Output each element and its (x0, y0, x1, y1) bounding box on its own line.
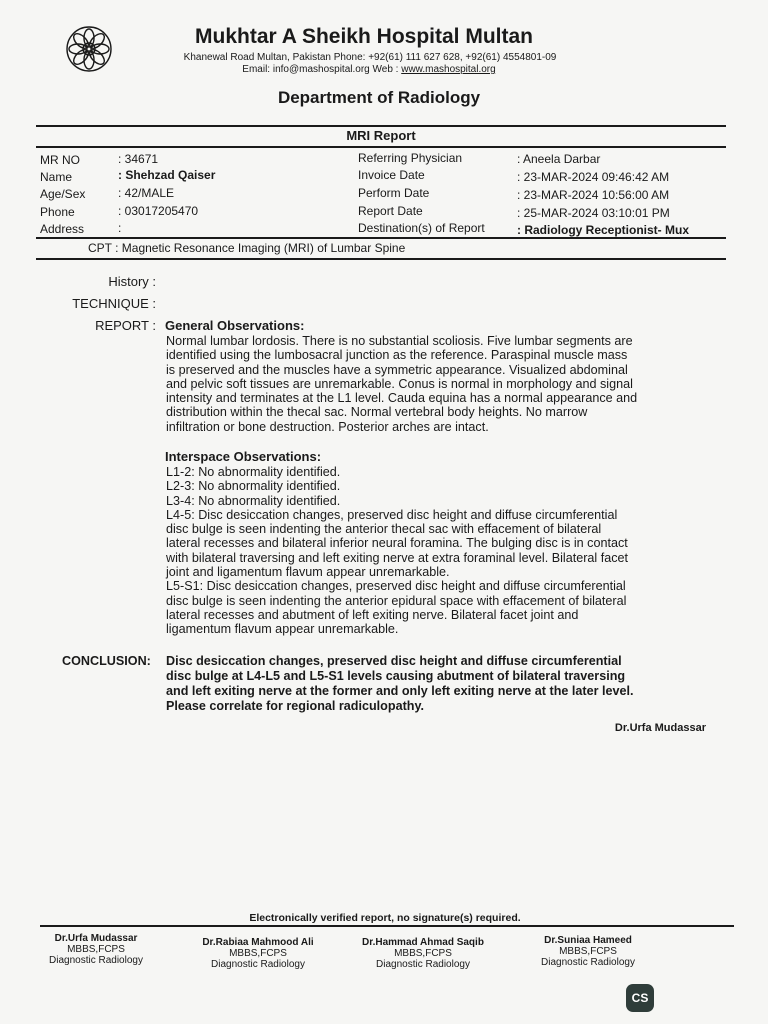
conclusion-label: CONCLUSION: (62, 654, 151, 668)
name-value: : Shehzad Qaiser (118, 168, 216, 182)
camscanner-badge-icon: CS (626, 984, 654, 1012)
text-line: infiltration or bone destruction. Posterior arches are intact. (166, 419, 489, 434)
conclusion-text (166, 654, 706, 714)
mr-no-value: : 34671 (118, 152, 159, 166)
footer-rule (40, 925, 734, 927)
doctor-name: Dr.Suniaa Hameed (544, 935, 632, 946)
text-line: intensity and terminates at the L1 level. Cauda equina has a normal appearance and (166, 391, 638, 406)
doctor-qualification: MBBS,FCPS (559, 946, 617, 957)
report-date-label: Report Date (358, 204, 423, 218)
email-text: Email: info@mashospital.org Web : (242, 64, 402, 75)
doctor-qualification: MBBS,FCPS (229, 948, 287, 959)
general-observations-text (166, 334, 696, 434)
text-line: lateral recesses and abutment of left exiting nerve. Bilateral facet joint and (166, 607, 579, 622)
name-label: Name (40, 170, 73, 184)
perform-value: : 23-MAR-2024 10:56:00 AM (517, 188, 670, 202)
doctor-name: Dr.Hammad Ahmad Saqib (362, 937, 484, 948)
text-line: and left exiting nerve at the former and only left exiting nerve at the later level. (166, 684, 634, 698)
footer-doctor (528, 935, 648, 968)
text-line: disc bulge at L4-L5 and L5-S1 levels causing abutment of bilateral traversing (166, 669, 626, 683)
text-line: distribution within the thecal sac. Normal vertebral body heights. No marrow (166, 405, 588, 420)
technique-label: TECHNIQUE : (72, 296, 156, 311)
doctor-name: Dr.Rabiaa Mahmood Ali (202, 937, 314, 948)
text-line: is preserved and the muscles have a symmetric appearance. Visualized abdominal (166, 362, 628, 377)
footer-doctor (350, 937, 496, 970)
text-line: ligamentum flavum appear unremarkable. (166, 622, 399, 637)
general-observations-heading: General Observations: (165, 318, 305, 333)
cpt-line: CPT : Magnetic Resonance Imaging (MRI) of Lumbar Spine (88, 241, 406, 255)
interspace-observations-heading: Interspace Observations: (165, 449, 322, 464)
text-line: L3-4: No abnormality identified. (166, 493, 341, 508)
text-line: with bilateral traversing and left exiting nerve at extra foraminal level. Bilateral facet (166, 550, 628, 565)
text-line: L5-S1: Disc desiccation changes, preserved disc height and diffuse circumferential (166, 579, 626, 594)
phone-value: : 03017205470 (118, 204, 199, 218)
text-line: L2-3: No abnormality identified. (166, 479, 341, 494)
text-line: L1-2: No abnormality identified. (166, 465, 341, 479)
address-label: Address (40, 222, 85, 236)
interspace-observations-text (166, 465, 696, 637)
doctor-qualification: MBBS,FCPS (394, 948, 452, 959)
text-line: identified using the lumbosacral junction as the reference. Paraspinal muscle mass (166, 348, 628, 363)
department-title: Department of Radiology (277, 88, 481, 107)
doctor-department: Diagnostic Radiology (49, 955, 143, 966)
signing-doctor: Dr.Urfa Mudassar (614, 722, 706, 734)
perform-label: Perform Date (358, 186, 430, 200)
doctor-department: Diagnostic Radiology (541, 957, 635, 968)
doctor-name: Dr.Urfa Mudassar (54, 933, 138, 944)
text-line: disc bulge is seen indenting the anterior thecal sac with effacement of bilateral (166, 522, 602, 537)
text-line: disc bulge is seen indenting the anterior epidural space with effacement of bilateral (166, 593, 627, 608)
text-line: joint and ligamentum flavum appear unremarkable. (166, 565, 450, 580)
footer-doctor (40, 933, 152, 966)
cpt-rule (36, 258, 726, 260)
website-link[interactable]: www.mashospital.org (401, 64, 496, 75)
age-sex-value: : 42/MALE (118, 186, 175, 200)
text-line: lateral recesses and bilateral inferior neural foramina. The bulging disc is in contact (166, 536, 628, 551)
text-line: Normal lumbar lordosis. There is no substantial scoliosis. Five lumbar segments are (166, 334, 633, 348)
report-title: MRI Report (346, 128, 416, 143)
hospital-contact (0, 64, 738, 75)
top-rule (36, 125, 726, 127)
report-date-value: : 25-MAR-2024 03:10:01 PM (517, 206, 670, 220)
doctor-department: Diagnostic Radiology (376, 959, 470, 970)
footer-doctor (190, 937, 326, 970)
text-line: Please correlate for regional radiculopathy. (166, 699, 425, 713)
destination-label: Destination(s) of Report (358, 221, 485, 235)
physician-label: Referring Physician (358, 151, 463, 165)
address-value: : (118, 221, 122, 235)
hospital-name: Mukhtar A Sheikh Hospital Multan (195, 25, 533, 48)
invoice-label: Invoice Date (358, 168, 425, 182)
info-rule (36, 237, 726, 239)
hospital-address: Khanewal Road Multan, Pakistan Phone: +92(61) 111 627 628, +92(61) 4554801-09 (183, 52, 557, 63)
text-line: Disc desiccation changes, preserved disc height and diffuse circumferential (166, 654, 622, 668)
doctor-department: Diagnostic Radiology (211, 959, 305, 970)
physician-value: : Aneela Darbar (517, 152, 601, 166)
title-rule (36, 146, 726, 148)
mr-no-label: MR NO (40, 153, 80, 167)
invoice-value: : 23-MAR-2024 09:46:42 AM (517, 170, 670, 184)
doctor-qualification: MBBS,FCPS (67, 944, 125, 955)
age-sex-label: Age/Sex (40, 187, 86, 201)
report-label: REPORT : (95, 318, 156, 333)
phone-label: Phone (40, 205, 75, 219)
text-line: L4-5: Disc desiccation changes, preserved disc height and diffuse circumferential (166, 507, 618, 522)
history-label: History : (108, 274, 156, 289)
verification-note: Electronically verified report, no signature(s) required. (249, 912, 521, 924)
destination-value: : Radiology Receptionist- Mux (517, 223, 690, 237)
text-line: and pelvic soft tissues are unremarkable. Conus is normal in morphology and signal (166, 376, 633, 391)
